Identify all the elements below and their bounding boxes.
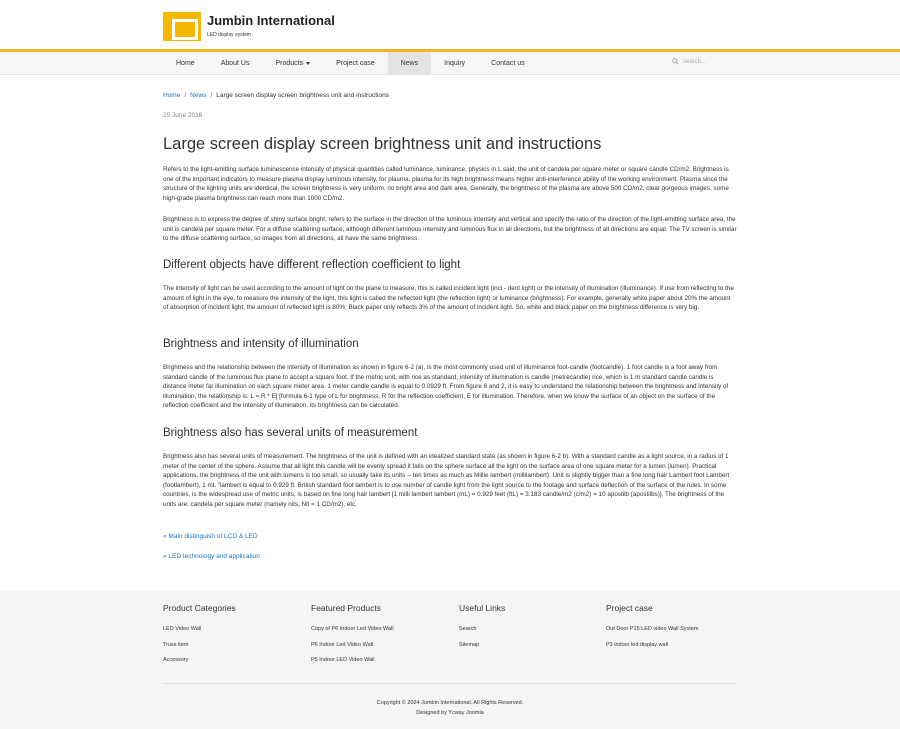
- brand-tagline: LED display system: [207, 32, 251, 38]
- footer-link[interactable]: Out Door P15 LED video Wall System: [606, 626, 699, 632]
- footer-link[interactable]: Copy of P6 Indoor Led Video Wall: [311, 626, 394, 632]
- footer-link[interactable]: Search: [459, 626, 477, 632]
- footer-copyright: [0, 698, 900, 718]
- footer-column-useful-links: [459, 603, 599, 657]
- article-paragraph-4: Brightness and the relationship between the intensity of illumination as shown in figure 6-2 (a), is the most commonly used unit of illuminance foot-candle (footcandle). 1 foot candle is a foot away from standard candle of the luminous flux plane to accept a square foot. If the metric unit, with rice as standard, intensity of illumination is candle (metrecandle) rice, which is 1 m standard candle candle is distance meter far illumination on each square meter area. 1 meter candle candle is equal to 0.0929 ft. From figure 6 and 2, it is easy to understand the relationship between the brightness and intensity of illumination, the relationship is: L = R * E] [formula 6-1 type of L for brightness, R for the reflection coefficient, E for illumination. Therefore, when we know the surface of an object on the surface of the reflection coefficient and the intensity of illumination, its brightness can be calculated.: [163, 364, 729, 409]
- article-paragraph-5: Brightness also has several units of measurement. The brightness of the unit is defined with an idealized standard state (as shown in figure 6-2 b). With a standard candle as a light source, in a radius of 1 meter of the center of the sphere. Assume that all light this candle will be evenly spread it falls on the sphere surface all the light on the surface area of one square meter for a lumen (lumen). Practical applications, the brightness of the unit with lumens is too small, so usually take its units -- ten times as much as Millie lambert (millilambert). Unit is slightly bigger than a fine long hair Lambert foot Lambert (footlambert), 1 mL "lambert is equal to 0.929 ft. British standard foot lambert is to use number of candle light from the light source to the footage and surface deflection of the surface of the rules. In some countries, is the widespread use of metric units, is based on fine long hair lambert [1 milli lambert lambert (mL) = 0.929 feet (ftL) = 3.183 candle/m2 (c/m2) = 10 apostilb (apostilbs)]. The brightness of the units are: candela per square meter (namely nits, Nit = 1 CD/m2), etc.: [163, 453, 730, 508]
- footer-divider: [163, 683, 737, 684]
- section-heading-illumination: Brightness and intensity of illumination: [163, 338, 359, 350]
- breadcrumb-home-link[interactable]: Home: [163, 92, 181, 99]
- article-date: 25 June 2016: [163, 112, 203, 119]
- footer-link[interactable]: P3 indoor led display wall: [606, 641, 669, 648]
- nav-item-project-case[interactable]: Project case: [336, 60, 375, 67]
- footer-link[interactable]: Accessory: [163, 657, 189, 663]
- search-icon: [672, 58, 679, 65]
- footer-column-featured-products: [311, 603, 451, 673]
- page-title: Large screen display screen brightness unit and instructions: [163, 135, 602, 153]
- logo-icon: [163, 12, 201, 41]
- footer-link[interactable]: P6 Indoor Led Video Wall: [311, 641, 374, 648]
- breadcrumb-news-link[interactable]: News: [190, 92, 207, 99]
- footer-link[interactable]: LED Video Wall: [163, 626, 202, 632]
- footer-column-project-case: [606, 603, 746, 657]
- footer-column-title: Useful Links: [459, 603, 506, 613]
- brand-name: Jumbin International: [207, 13, 335, 28]
- footer-column-title: Product Categories: [163, 603, 236, 613]
- breadcrumb: Home / News / Large screen display screen brightness unit and instructions: [163, 92, 389, 99]
- caret-down-icon: [306, 62, 310, 65]
- nav-item-products[interactable]: [262, 52, 323, 75]
- designed-by-text[interactable]: Designed by Ycway Joomla: [416, 710, 484, 716]
- nav-item-inquiry[interactable]: Inquiry: [444, 60, 466, 67]
- nav-item-about-us[interactable]: About Us: [220, 60, 250, 67]
- site-header: [0, 0, 900, 52]
- logo[interactable]: [163, 12, 335, 41]
- search-input[interactable]: search...: [683, 58, 707, 65]
- site-footer: [0, 590, 900, 729]
- nav-item-news[interactable]: News: [388, 52, 432, 75]
- footer-column-title: Project case: [606, 603, 653, 613]
- footer-column-title: Featured Products: [311, 603, 381, 613]
- nav-item-home[interactable]: Home: [176, 60, 195, 67]
- breadcrumb-current: Large screen display screen brightness unit and instructions: [216, 92, 389, 99]
- nav-item-products-label: Products: [275, 60, 304, 67]
- nav-item-contact-us[interactable]: Contact us: [491, 60, 525, 67]
- copyright-text: Copyright © 2024 Jumbin International. All Rights Reserved.: [376, 700, 524, 706]
- article-paragraph-3: The intensity of light can be used according to the amount of light on the plane to measure, this is called incident light (inci - dent light) or the intensity of illumination (illuminance). If use from reflecting to the amount of light in the eye, to measure the intensity of the light, this light is called the reflected light (the reflection light) or luminance (brightness). For example, generally white paper about 20% the amount of absorption of incident light, the amount of reflected light is 80%; Black paper only reflects 3% of the amount of incident light. So, white and black paper on the brightness difference is very big.: [163, 285, 734, 311]
- search-box[interactable]: [672, 58, 706, 65]
- footer-column-product-categories: [163, 603, 303, 673]
- footer-link[interactable]: P5 Indoor LED Video Wall: [311, 657, 375, 663]
- prev-article-link[interactable]: « Main distinguish of LCD & LED: [163, 533, 258, 540]
- next-article-link[interactable]: » LED technology and application: [163, 553, 260, 560]
- section-heading-units: Brightness also has several units of measurement: [163, 427, 418, 439]
- main-nav: [0, 52, 900, 75]
- article-paragraph-2: Brightness is to express the degree of shiny surface bright, refers to the surface in the direction of the luminous intensity and vertical and specify the ratio of the direction of the light-emitting surface area, the unit is candela per square meter. For a diffuse scattering surface, although different luminous intensity and luminous flux in all directions, but the brightness of all directions are equal. The TV screen is similar to the diffuse scattering surface, so images from all directions, all have the same brightness.: [163, 216, 737, 242]
- article-paragraph-1: Refers to the light-emitting surface luminescence intensity of physical quantities called luminance, luminance, physics in L said, the unit of candela per square meter or square candle CD/m2. Brightness is one of the important indicators to measure plasma display luminous intensity, for plasma, plasma for its high brightness means higher anti-interference ability of the working environment. Plasma since the structure of the lighting units are identical, the screen brightness is very uniform, no bright area and dark area. Generally, the brightness of the plasma are above 500 CD/m2, clear gorgeous images, some high-grade plasma brightness can reach more than 1000 CD/m2.: [163, 166, 729, 202]
- footer-link[interactable]: Truss item: [163, 641, 189, 648]
- footer-link[interactable]: Sitemap: [459, 641, 480, 648]
- section-heading-reflection: Different objects have different reflection coefficient to light: [163, 259, 461, 271]
